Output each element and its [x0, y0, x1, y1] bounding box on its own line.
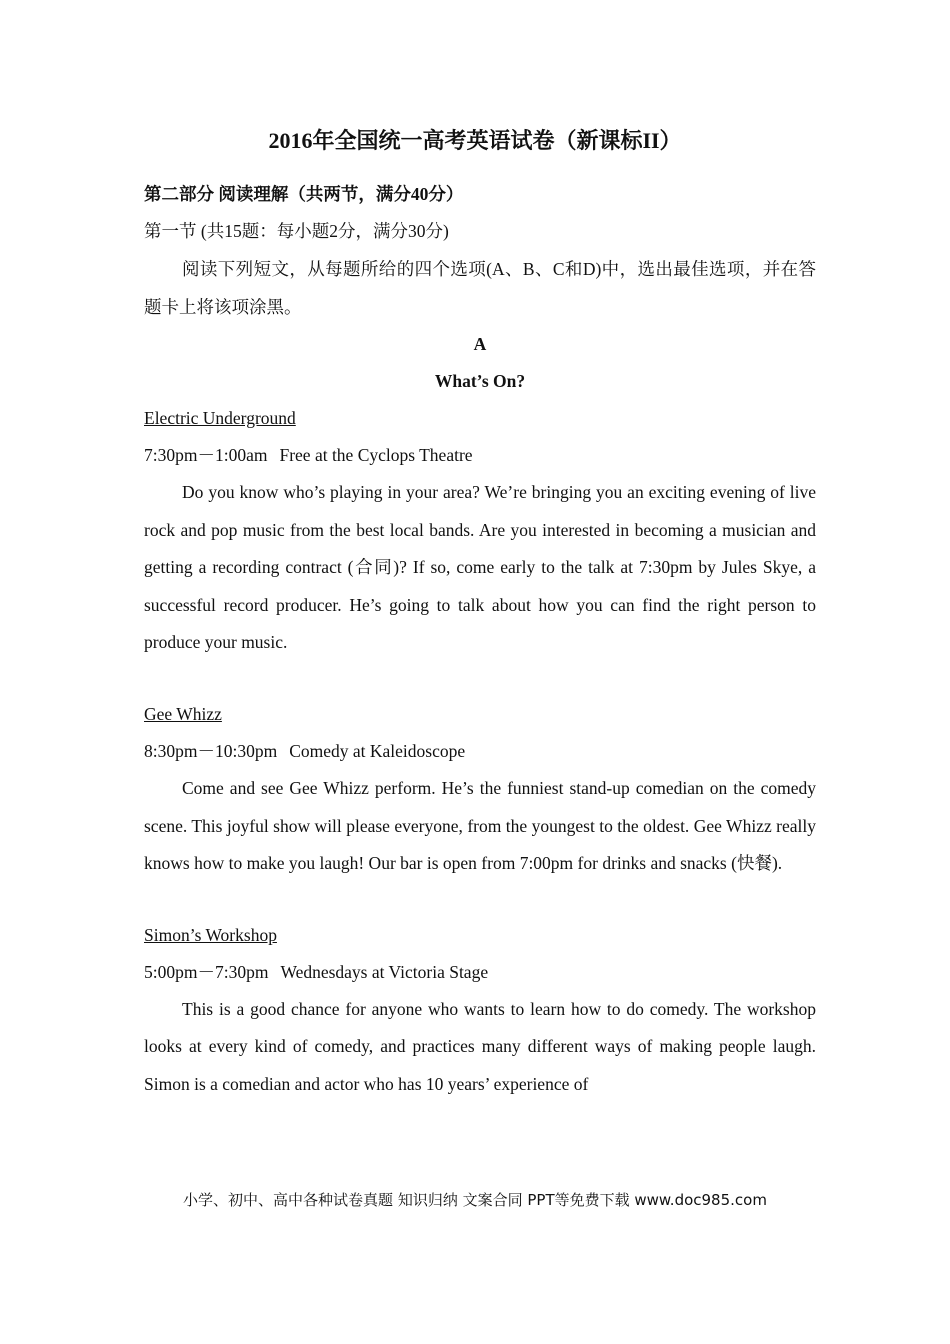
- event-block: [144, 400, 816, 662]
- event-place: Wednesdays at Victoria Stage: [280, 961, 489, 982]
- event-description: Come and see Gee Whizz perform. He’s the funniest stand-up comedian on the comedy scene. This joyful show will please everyone, from the youngest to the oldest. Gee Whizz really knows how to make you laugh! Our bar is open from 7:00pm for drinks and snacks (快餐).: [144, 777, 816, 874]
- section-heading: 第一节 (共15题：每小题2分，满分30分): [144, 221, 449, 241]
- exam-title: 2016年全国统一高考英语试卷（新课标II）: [268, 128, 682, 153]
- event-schedule: [144, 954, 816, 991]
- spacer: [144, 662, 816, 696]
- spacer: [144, 883, 816, 917]
- event-time: 5:00pm－7:30pm: [144, 961, 269, 982]
- instructions: 阅读下列短文，从每题所给的四个选项(A、B、C和D)中，选出最佳选项，并在答题卡上将该项涂黑。: [144, 259, 816, 317]
- event-block: [144, 696, 816, 883]
- event-description: Do you know who’s playing in your area? We’re bringing you an exciting evening of live rock and pop music from the best local bands. Are you interested in becoming a musician and getting a recording contract (合同)? If so, come early to the talk at 7:30pm by Jules Skye, a successful record producer. He’s going to talk about how you can find the right person to produce your music.: [144, 482, 816, 653]
- event-schedule: [144, 733, 816, 770]
- page-footer: 小学、初中、高中各种试卷真题 知识归纳 文案合同 PPT等免费下载 www.doc985.com: [183, 1191, 767, 1209]
- passage-letter: A: [473, 334, 487, 354]
- event-name: Simon’s Workshop: [144, 924, 277, 945]
- document-body: [144, 176, 816, 1104]
- part-heading: 第二部分 阅读理解（共两节，满分40分）: [144, 184, 464, 204]
- event-time: 8:30pm－10:30pm: [144, 740, 278, 761]
- event-schedule: [144, 437, 816, 474]
- event-name: Electric Underground: [144, 408, 296, 428]
- event-place: Comedy at Kaleidoscope: [289, 740, 466, 761]
- event-time: 7:30pm－1:00am: [144, 445, 268, 465]
- event-place: Free at the Cyclops Theatre: [279, 445, 473, 465]
- event-name: Gee Whizz: [144, 703, 222, 724]
- event-description: This is a good chance for anyone who wants to learn how to do comedy. The workshop looks at every kind of comedy, and practices many different ways of making people laugh. Simon is a comedian and actor who has 10 years’ experience of: [144, 998, 816, 1094]
- event-block: [144, 917, 816, 1104]
- passage-title: What’s On?: [434, 371, 526, 391]
